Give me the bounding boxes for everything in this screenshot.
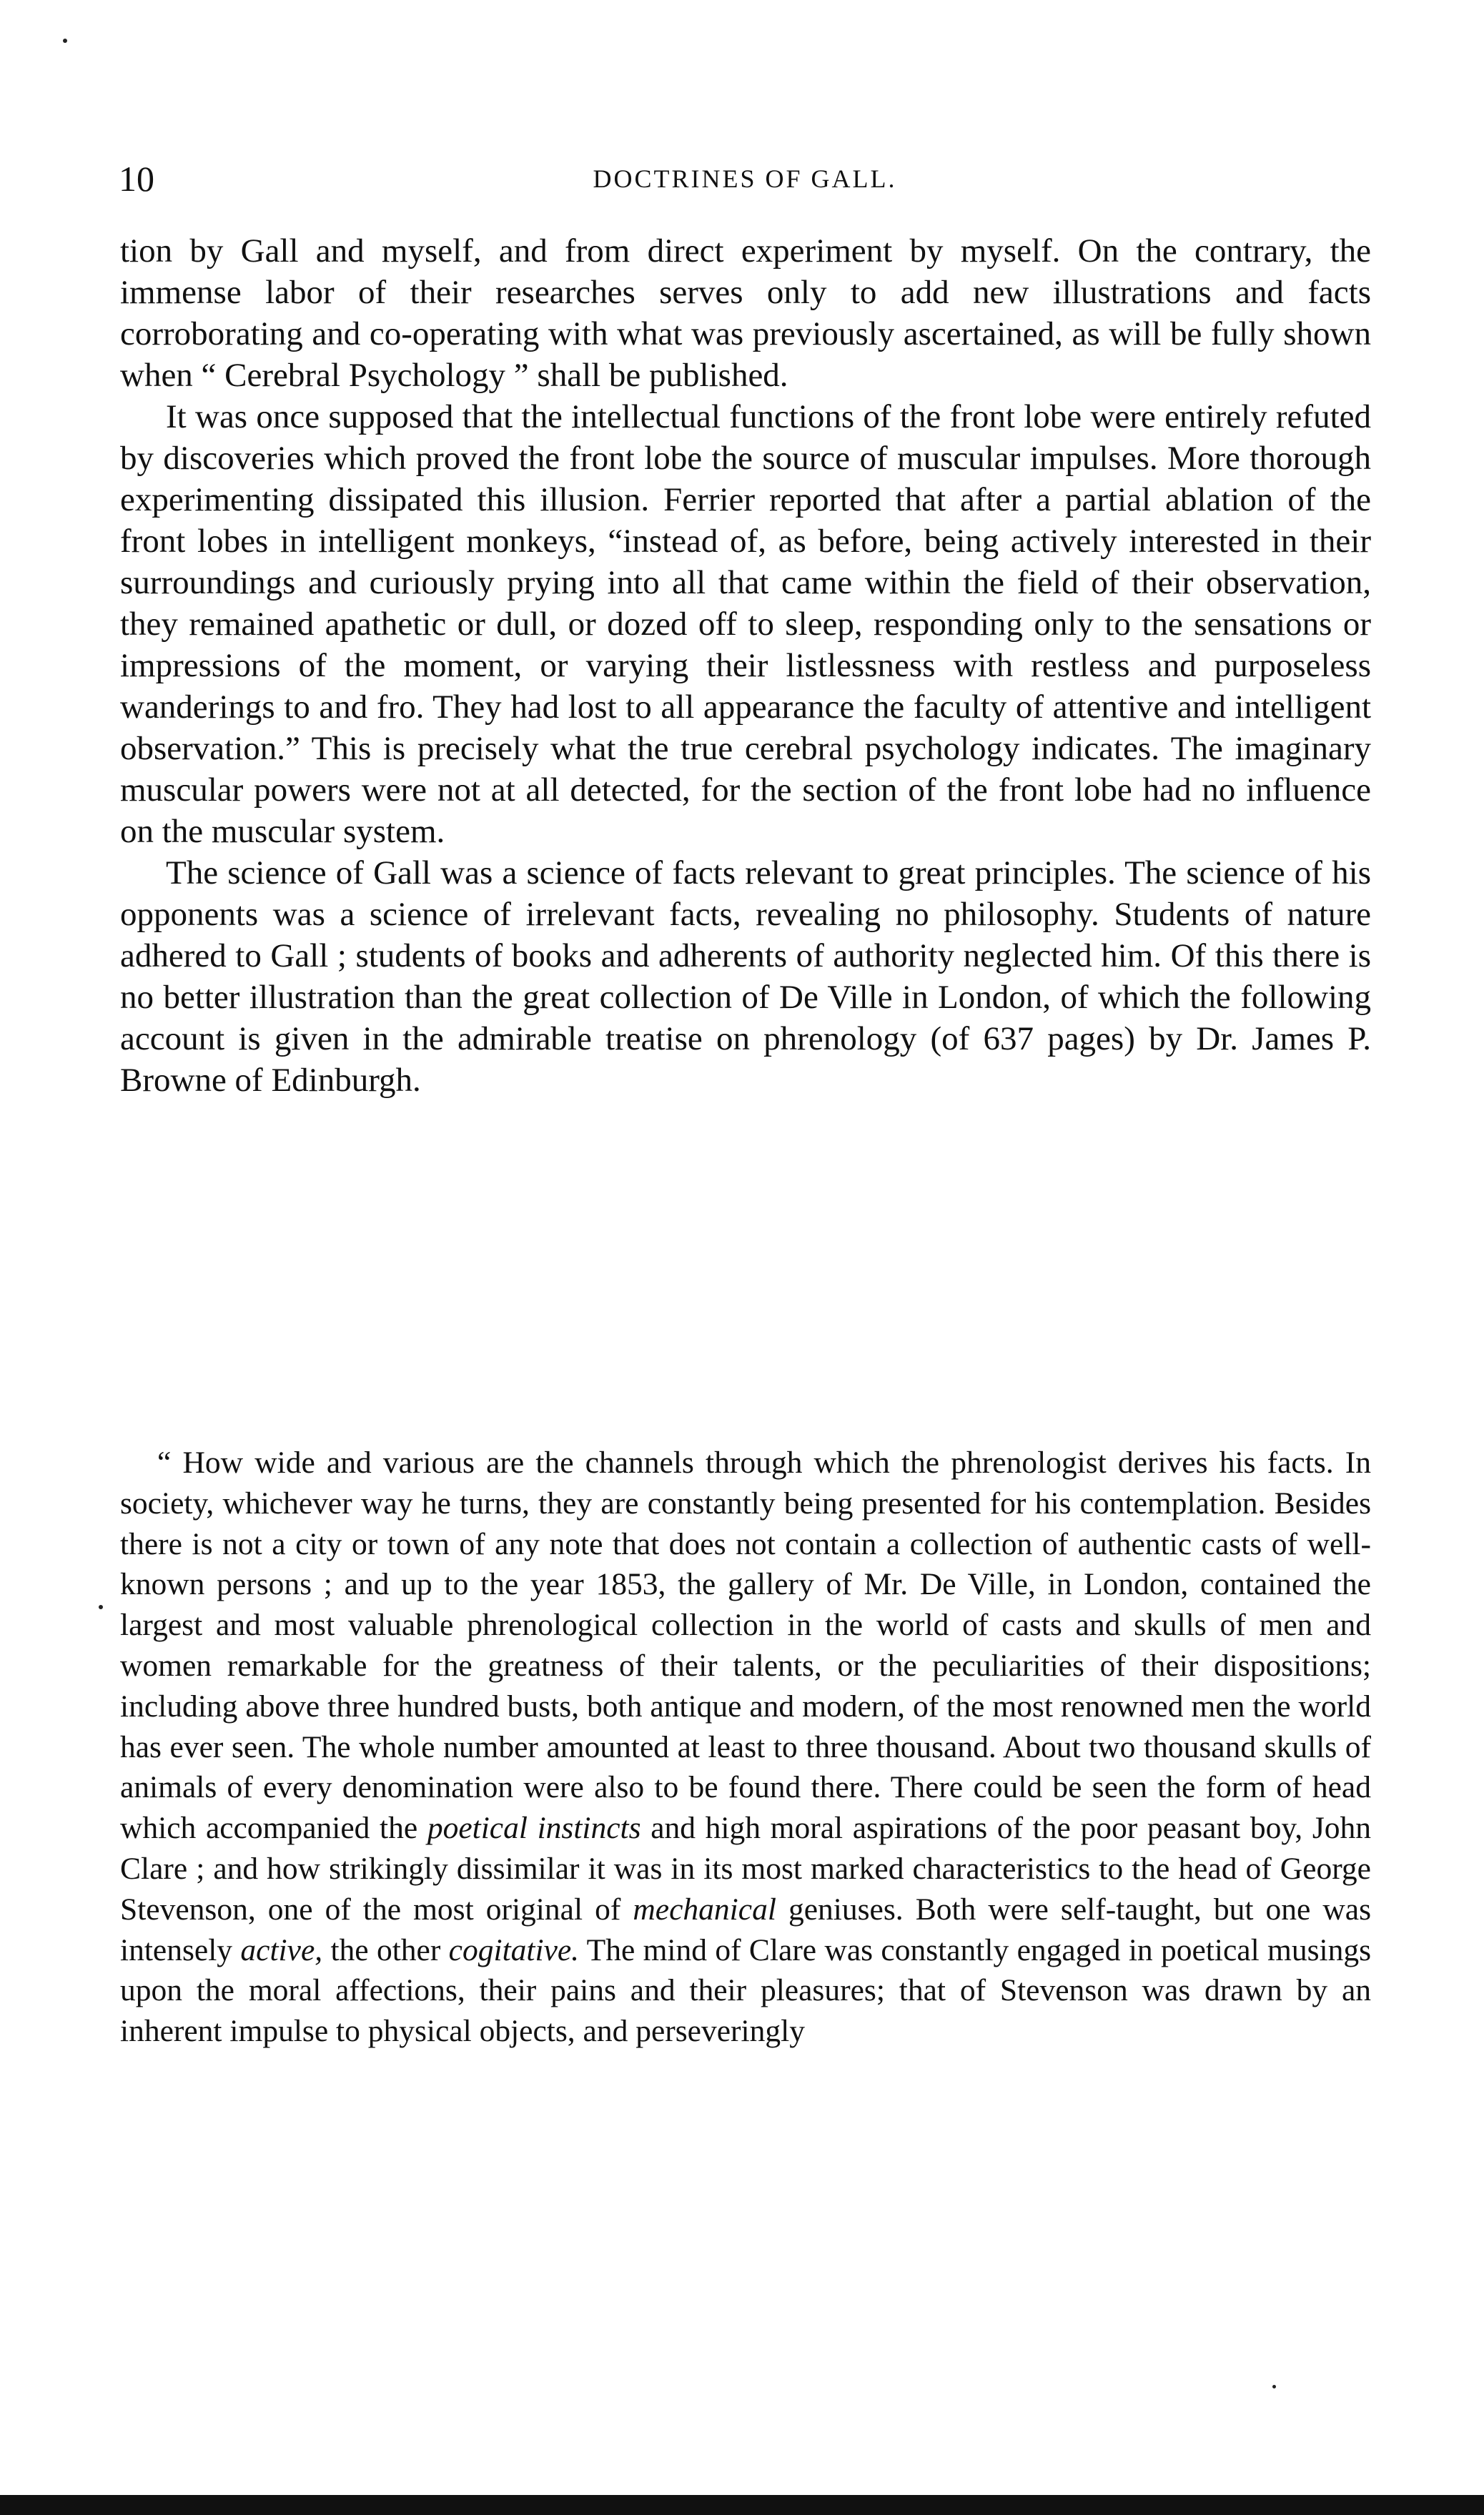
body-text (120, 230, 1371, 1101)
quote-italic-text: poetical instincts (427, 1811, 641, 1846)
paragraph-continued: tion by Gall and myself, and from direct experiment by myself. On the contrary, the immense labor of their researches serves only to add new illustrations and facts corroborating and co-operating with what was previously ascertained, as will be fully shown when “ Cerebral Psychology ” shall be published. (120, 232, 1371, 394)
quote-text: the other (330, 1932, 441, 1967)
quote-italic-text: mechanical (633, 1892, 776, 1927)
quote-italic-text: active, (240, 1932, 323, 1967)
paragraph-front-lobe: It was once supposed that the intellectual functions of the front lobe were entirely refuted by discoveries which proved the front lobe the source of muscular impulses. More thorough experimenting dissipated this illusion. Ferrier reported that after a partial ablation of the front lobes in intelligent monkeys, “instead of, as before, being actively interested in their surroundings and curiously prying into all that came within the field of their observation, they remained apathetic or dull, or dozed off to sleep, responding only to the sensations or impressions of the moment, or varying their listlessness with restless and purposeless wanderings to and fro. They had lost to all appearance the faculty of attentive and intelligent observation.” This is precisely what the true cerebral psychology indicates. The imaginary muscular powers were not at all detected, for the section of the front lobe had no influence on the muscular system. (120, 398, 1371, 850)
quotation-paragraph (120, 1443, 1371, 2052)
running-head: DOCTRINES OF GALL. (593, 164, 897, 193)
page-number: 10 (119, 159, 154, 199)
scan-bottom-edge (0, 2495, 1484, 2515)
scan-speck (63, 39, 67, 43)
quote-italic-text: cogitative. (448, 1932, 580, 1967)
quote-text: geniuses. Both were self-taught, but one was intensely (120, 1892, 1372, 1967)
paragraph-science-of-gall: The science of Gall was a science of facts relevant to great principles. The science of his opponents was a science of irrelevant facts, revealing no philosophy. Students of nature adhered to Gall ; students of books and adherents of authority neglected him. Of this there is no better illustration than the great collection of De Ville in London, of which the following account is given in the admirable treatise on phrenology (of 637 pages) by Dr. James P. Browne of Edinburgh. (120, 854, 1371, 1099)
scan-speck (99, 1605, 103, 1609)
quote-text: “ How wide and various are the channels through which the phrenologist derives his facts. In society, whichever way he turns, they are constantly being presented for his contemplation. Besides there is not a city or town of any note that does not contain a collection of authentic casts of well-known persons ; and up to the year 1853, the gallery of Mr. De Ville, in London, contained the largest and most valuable phrenological collection in the world of casts and skulls of men and women remarkable for the greatness of their talents, or the peculiarities of their dispositions; including above three hundred busts, both antique and modern, of the most renowned men the world has ever seen. The whole number amounted at least to three thousand. About two thousand skulls of animals of every denomination were also to be found there. There could be seen the form of head which accompanied the (120, 1446, 1371, 1846)
quote-text: and high moral aspirations of the poor peasant boy, John Clare ; and how strikingly dissimilar it was in its most marked characteristics to the head of George Stevenson, one of the most original of (120, 1811, 1371, 1927)
quote-text: The mind of Clare was constantly engaged in poetical musings upon the moral affections, their pains and their pleasures; that of Stevenson was drawn by an inherent impulse to physical objects, and perseveringly (120, 1932, 1372, 2049)
block-quotation (120, 1443, 1371, 2052)
page-header (119, 150, 1371, 207)
scan-speck (1272, 2385, 1276, 2388)
